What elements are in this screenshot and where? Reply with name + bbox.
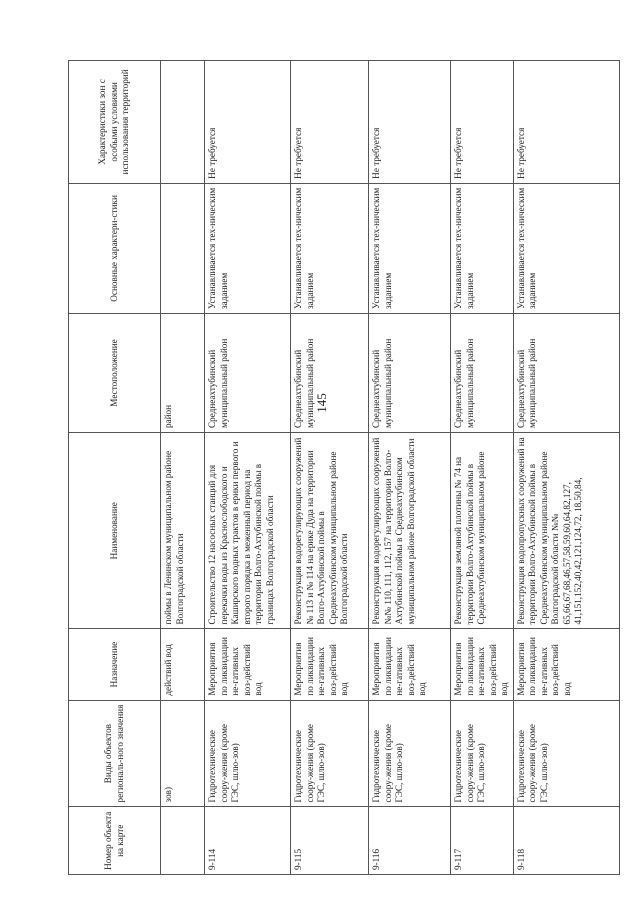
cell-num: 9-116 [369, 807, 451, 875]
header-name: Наименование [69, 433, 161, 629]
cell-purpose: действий вод [161, 629, 205, 700]
cell-characteristics: Устанавливается тех-ническим заданием [205, 183, 291, 313]
cell-purpose: Мероприятия по ликвидации не-гативных воз-действий вод [291, 629, 369, 700]
header-location: Местоположение [69, 313, 161, 432]
cell-num: 9-117 [451, 807, 514, 875]
cell-zones: Не требуется [369, 61, 451, 184]
header-purpose: Назначение [69, 629, 161, 700]
table-row [291, 61, 369, 875]
cell-location: Среднеахтубинский муниципальный район [451, 313, 514, 432]
cell-purpose: Мероприятия по ликвидации не-гативных воз-действий вод [451, 629, 514, 700]
cell-kind: зов) [161, 700, 205, 807]
cell-num: 9-114 [205, 807, 291, 875]
objects-table [68, 60, 620, 875]
cell-kind: Гидротехнические соору-жения (кроме ГЭС, шлю-зов) [451, 700, 514, 807]
cell-kind: Гидротехнические соору-жения (кроме ГЭС, шлю-зов) [513, 700, 619, 807]
rotated-table-wrapper [68, 60, 612, 875]
cell-kind: Гидротехнические соору-жения (кроме ГЭС, шлю-зов) [369, 700, 451, 807]
cell-zones: Не требуется [291, 61, 369, 184]
cell-location: Среднеахтубинский муниципальный район [513, 313, 619, 432]
table-header-row [69, 61, 161, 875]
cell-name: Реконструкция земляной плотины № 74 на территории Волго-Ахтубинской поймы в Среднеахтубинском муниципальном районе [451, 433, 514, 629]
table-row [513, 61, 619, 875]
table-row [451, 61, 514, 875]
cell-characteristics: Устанавливается тех-ническим заданием [291, 183, 369, 313]
header-kind: Виды объектов региональ-ного значения [69, 700, 161, 807]
cell-purpose: Мероприятия по ликвидации не-гативных воз-действий вод [205, 629, 291, 700]
cell-num [161, 807, 205, 875]
table-row [205, 61, 291, 875]
cell-zones [161, 61, 205, 184]
table-row-continuation [161, 61, 205, 875]
cell-kind: Гидротехнические соору-жения (кроме ГЭС, шлю-зов) [205, 700, 291, 807]
cell-characteristics: Устанавливается тех-ническим заданием [451, 183, 514, 313]
cell-purpose: Мероприятия по ликвидации не-гативных воз-действий вод [369, 629, 451, 700]
cell-zones: Не требуется [513, 61, 619, 184]
cell-kind: Гидротехнические соору-жения (кроме ГЭС, шлю-зов) [291, 700, 369, 807]
cell-location: Среднеахтубинский муниципальный район [205, 313, 291, 432]
cell-location: Среднеахтубинский муниципальный район [291, 313, 369, 432]
cell-location: район [161, 313, 205, 432]
cell-name: Реконструкция водопропускных сооружений на территории Волго-Ахтубинской поймы в Среднеахтубинском муниципальном районе Волгоградской области №№ 65,66,67,68,46,57,58,59,60,64,82,127, 41,151,152,40,42,121,124,72, 18,50,84, [513, 433, 619, 629]
cell-name: Реконструкция водорегулирующих сооружений №№ 110, 111, 112, 157 на территории Волго-Ахтубинской поймы в Среднеахтубинском муниципальном районе Волгоградской области [369, 433, 451, 629]
header-zones: Характеристики зон с особыми условиями использования территорий [69, 61, 161, 184]
cell-name: Строительство 12 насосных станций для перекачки воды из Краснослободского и Каширского водных трактов в ерики первого и второго порядка в меженный период на территории Волго-Ахтубинской поймы в границах Волгоградской области [205, 433, 291, 629]
cell-name: поймы в Ленинском муниципальном районе Волгоградской области [161, 433, 205, 629]
header-num: Номер объекта на карте [69, 807, 161, 875]
cell-zones: Не требуется [205, 61, 291, 184]
cell-zones: Не требуется [451, 61, 514, 184]
cell-num: 9-118 [513, 807, 619, 875]
cell-purpose: Мероприятия по ликвидации не-гативных воз-действий вод [513, 629, 619, 700]
cell-characteristics [161, 183, 205, 313]
cell-name: Реконструкция водорегулирующих сооружений № 113 и № 114 на ерике Дуда на территории Волго-Ахтубинской поймы в Среднеахтубинском муниципальном районе Волгоградской области [291, 433, 369, 629]
header-characteristics: Основные характери-стики [69, 183, 161, 313]
cell-num: 9-115 [291, 807, 369, 875]
table-row [369, 61, 451, 875]
cell-characteristics: Устанавливается тех-ническим заданием [369, 183, 451, 313]
cell-characteristics: Устанавливается тех-ническим заданием [513, 183, 619, 313]
cell-location: Среднеахтубинский муниципальный район [369, 313, 451, 432]
page-number: 145 [313, 393, 329, 413]
